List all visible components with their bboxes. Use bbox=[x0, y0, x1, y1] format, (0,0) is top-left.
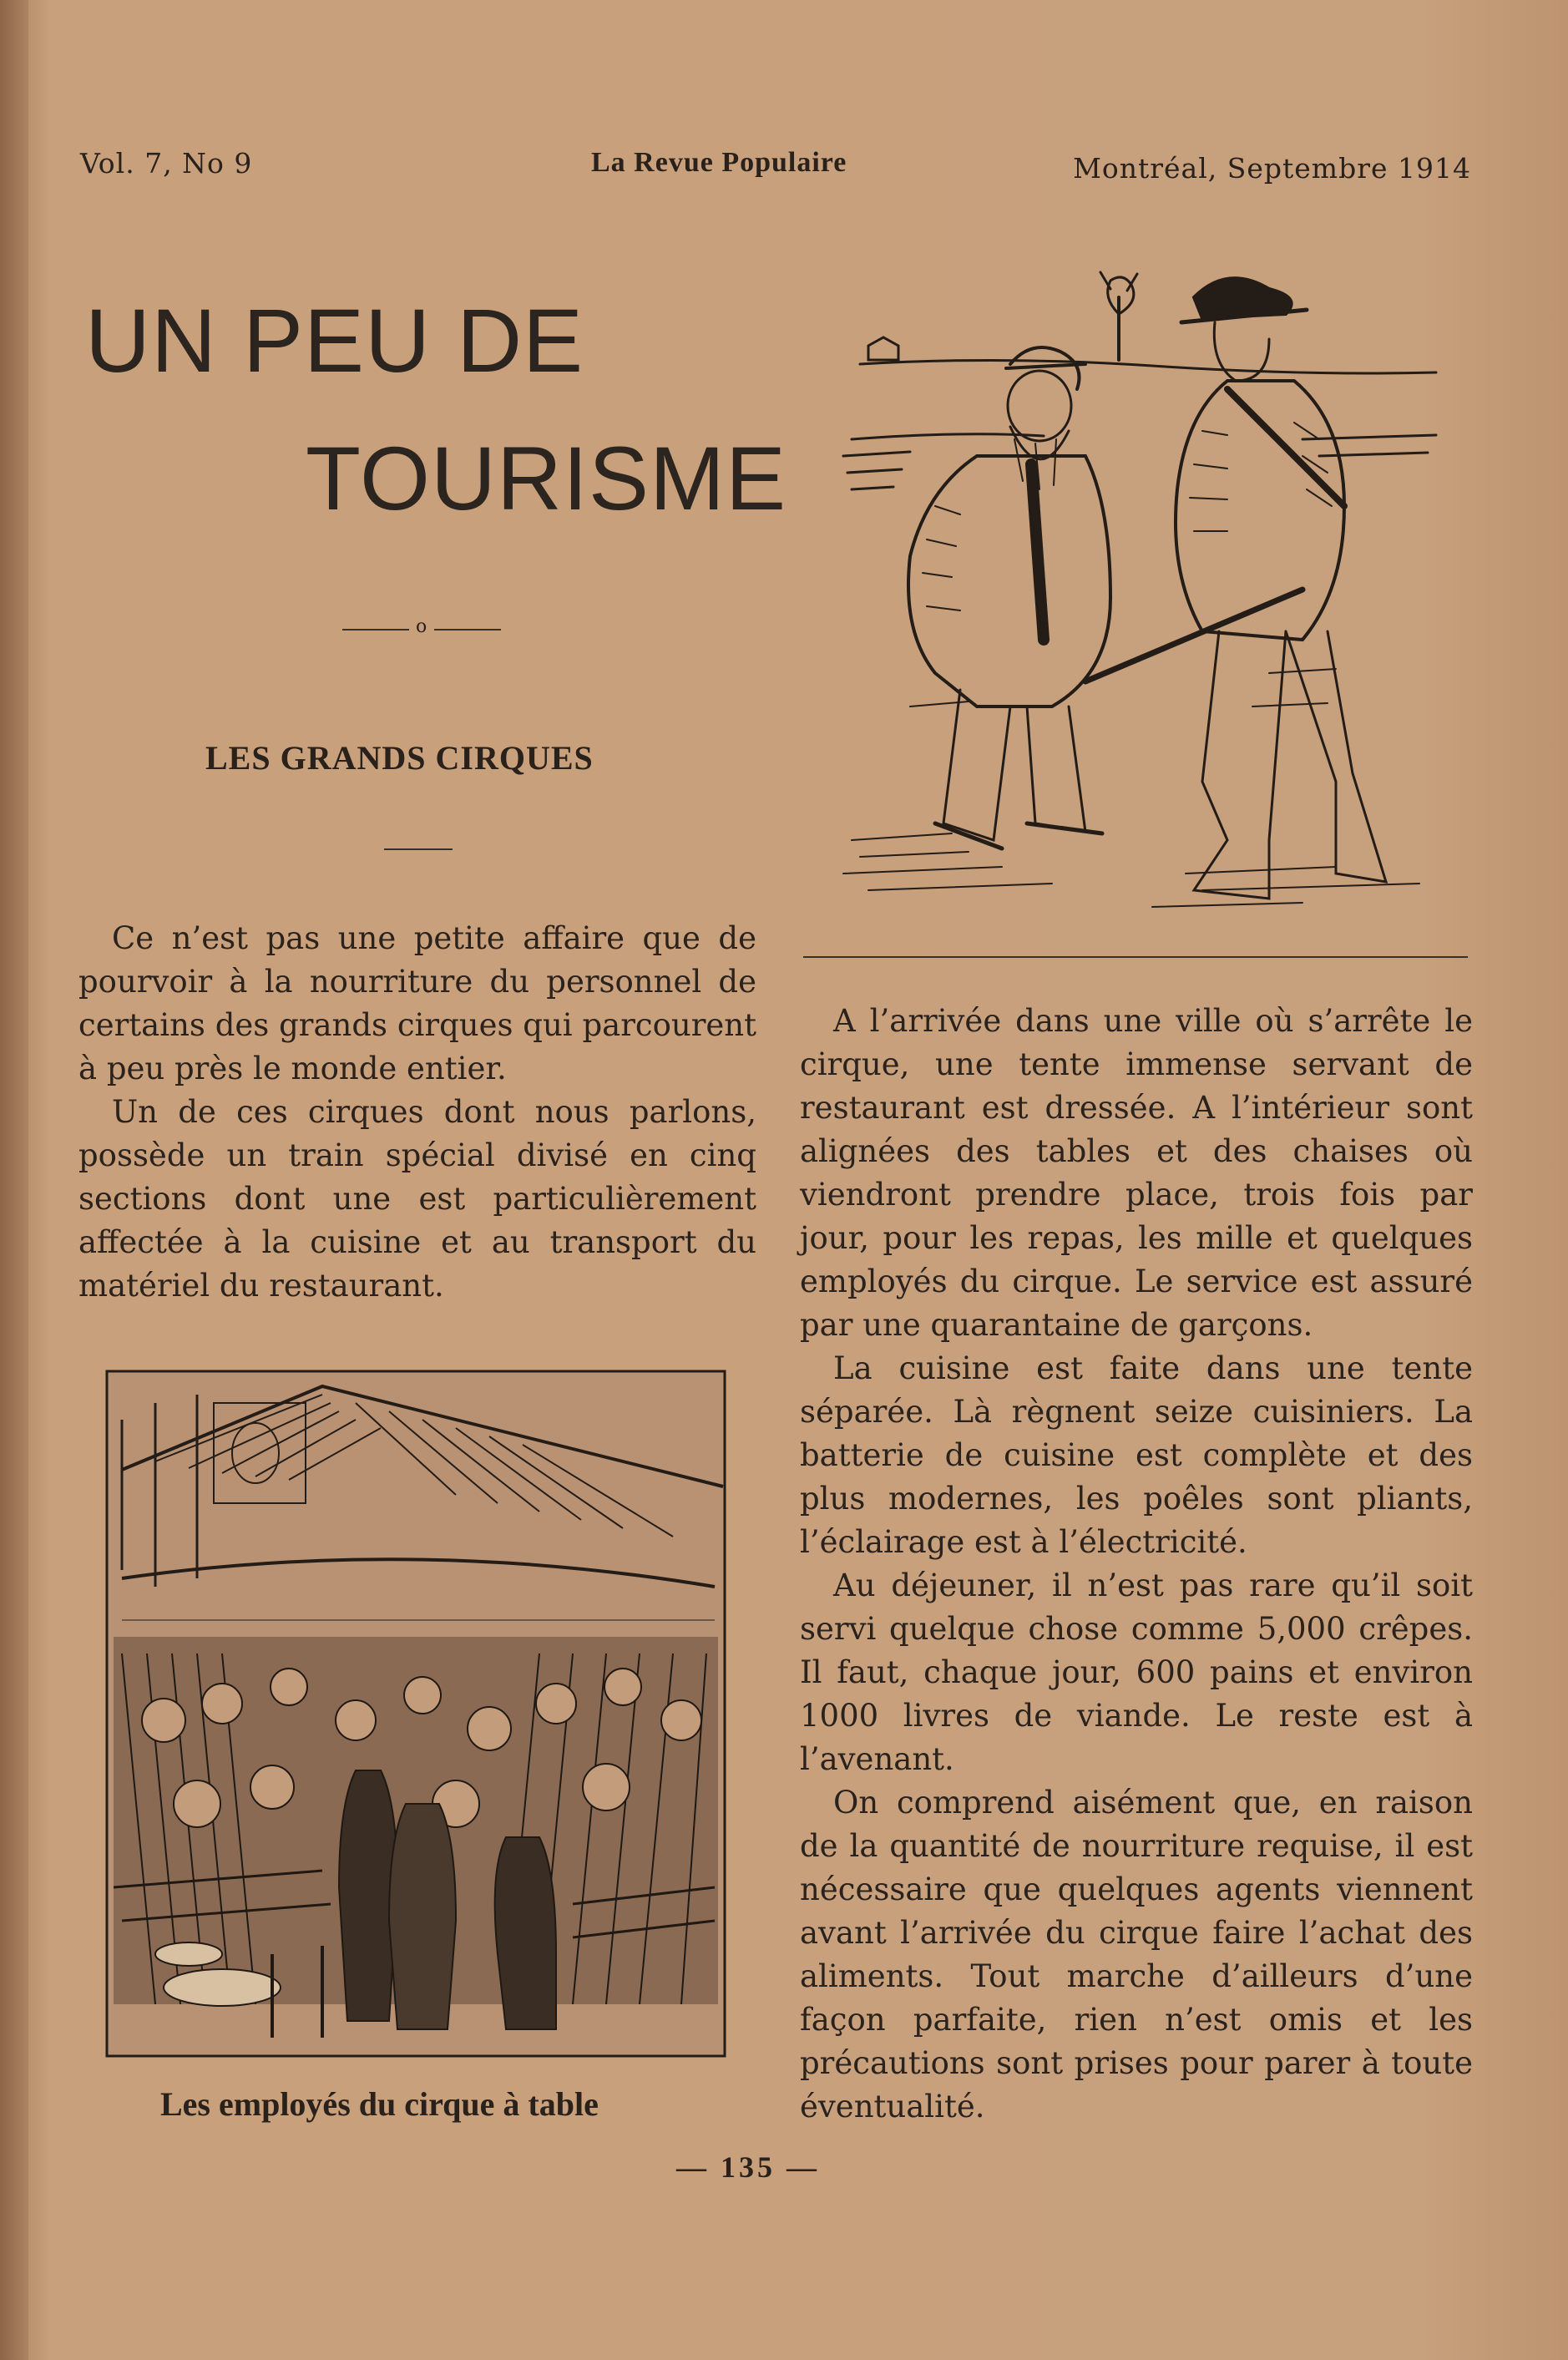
paragraph: Ce n’est pas une petite affaire que de pourvoir à la nourriture du personnel de certains des grands cirques qui parcourent à peu près le monde entier. bbox=[78, 920, 756, 1086]
page-binding-edge bbox=[0, 0, 28, 2360]
paragraph: Au déjeuner, il n’est pas rare qu’il soit servi quelque chose comme 5,000 crêpes. Il faut, chaque jour, 600 pains et environ 1000 livres de viande. Le reste est à l’avenant. bbox=[800, 1567, 1473, 1777]
running-header bbox=[80, 147, 1471, 189]
volume-number: Vol. 7, No 9 bbox=[80, 147, 253, 180]
ornament-circle: o bbox=[416, 616, 427, 637]
illustration-rule bbox=[803, 956, 1468, 958]
article-title-line-2: TOURISME bbox=[306, 428, 787, 529]
ornament-rule-left bbox=[342, 629, 409, 631]
paragraph: On comprend aisément que, en raison de la quantité de nourriture requise, il est nécessaire que quelques agents viennent avant l’arrivée du cirque faire l’achat des aliments. Tout marche d’ailleurs d’une façon parfaite, rien n’est omis et les précautions sont prises pour parer à toute éventualité. bbox=[800, 1785, 1473, 2125]
ornament-rule-right bbox=[434, 629, 501, 631]
circus-dining-tent-illustration bbox=[105, 1370, 726, 2063]
right-column-text bbox=[800, 1000, 1473, 2129]
page-number: — 135 — bbox=[676, 2150, 820, 2184]
publication-name: La Revue Populaire bbox=[591, 147, 847, 178]
place-date: Montréal, Septembre 1914 bbox=[1073, 152, 1471, 185]
section-divider bbox=[384, 848, 453, 850]
left-column-text bbox=[78, 917, 756, 1308]
paragraph: La cuisine est faite dans une tente séparée. Là règnent seize cuisiniers. La batterie de cuisine est complète et des plus modernes, les poêles sont pliants, l’éclairage est à l’électricité. bbox=[800, 1350, 1473, 1560]
illustration-caption: Les employés du cirque à table bbox=[160, 2085, 599, 2123]
two-men-walking-illustration bbox=[835, 239, 1453, 932]
ornament-rule bbox=[342, 616, 501, 641]
paragraph: A l’arrivée dans une ville où s’arrête le cirque, une tente immense servant de restaurant est dressée. A l’intérieur sont alignées des tables et des chaises où viendront prendre place, trois fois par jour, pour les repas, les mille et quelques employés du cirque. Le service est assuré par une quarantaine de garçons. bbox=[800, 1003, 1473, 1343]
paragraph: Un de ces cirques dont nous parlons, possède un train spécial divisé en cinq sections dont une est particulièrement affectée à la cuisine et au transport du matériel du restaurant. bbox=[78, 1094, 756, 1304]
section-subheading: LES GRANDS CIRQUES bbox=[205, 739, 594, 777]
article-title-line-1: UN PEU DE bbox=[85, 290, 584, 391]
